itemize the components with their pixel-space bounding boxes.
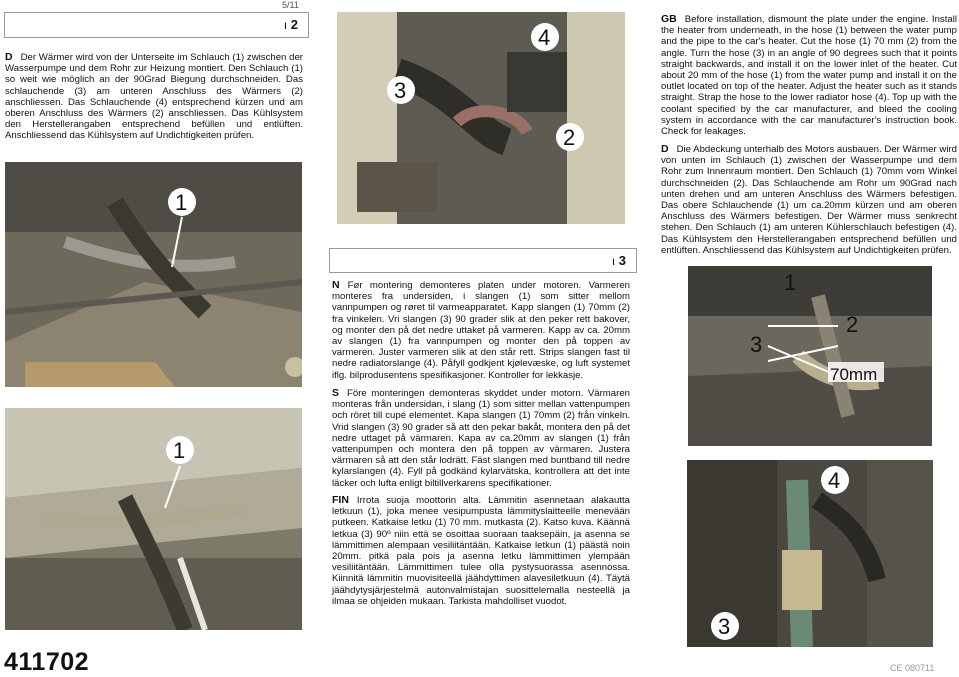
photo-d: [688, 266, 932, 446]
photo-a: [5, 162, 302, 387]
step-3-box: [329, 248, 637, 273]
photo-c: [337, 12, 625, 224]
step-3-number: ι 3: [612, 253, 626, 268]
text-gb: GB Before installation, dismount the plate under the engine. Install the heater from underneath, in the hose (1) between the water pump and the pipe to the car's heater. Cut the hose (1) 70 mm (2) from the angle. Turn the hose (3) in an angle of 90 degrees such that it points straight backwards, and install it on the lower inlet of the heater. Cut about 20 mm of the hose (1) from the water pump and install it on the outlet located on top of the heater. Adjust the heater such as it stands straight. Strap the hose to the lower radiator hose (4). Top up with the coolant specified by the car manufacturer, and bleed the cooling system in accordance with the car manufacturer's instruction book. Check for leakages.: [661, 13, 957, 138]
photo-a-illustration: [5, 162, 302, 387]
photo-b: [5, 408, 302, 630]
revision-code: CE 080711: [890, 663, 935, 673]
step-2-number: ι 2: [284, 17, 298, 32]
photo-e-label-3: 3: [718, 614, 731, 639]
photo-e-label-4: 4: [828, 468, 841, 493]
page-indicator: 5/11: [282, 0, 299, 10]
text-fin: FIN Irrota suoja moottorin alta. Lämmitin asennetaan alakautta letkuun (1), joka menee vesipumpusta lämmityslaitteelle menevään putkeen. Katkaise letku (1) 70 mm. mutkasta (2). Katso kuva. Käännä letkua (3) 90º niin että se osoittaa suoraan taaksepäin, ja asenna se lämmittimen alempaan vesiliitäntään. Katkaise letkun (1) päästä noin 20mm. pitkä pala pois ja asenna letku lämmittimen ylempään vesiliitäntään. Lämmittimen tulee olla pystysuorassa asennossa. Kiinnitä lämmitin muovisiteellä jäähdyttimen alavesiletkuun (4). Täytä jäähdytysjärjestelmä autonvalmistajan suosittelemalla nesteellä ja ilmaa se ohjeiden mukaan. Tarkista mahdolliset vuodot.: [332, 494, 630, 607]
text-n: N Før montering demonteres platen under motoren. Varmeren monteres fra undersiden, i slangen (1) som sitter mellom vannpumpen og røret til varmeapparatet. Kapp slangen (1) 70mm (2) fra vinkelen. Vri slangen (3) 90 grader slik at den peker rett bakover, og monter den på det nedre uttaket på varmeren. Kapp av ca. 20mm av slangen (1) fra vannpumpen og monter den på toppen av varmeren. Juster varmeren slik at den står rett. Strips slangen fast til nedre radiatorslange (4). Påfyll godkjent kjølevæske, og luft systemet iflg. bilprodusentens spesifikasjoner. Kontroller for lekkasje.: [332, 279, 630, 381]
document-number: 411702: [4, 648, 90, 676]
step-2-box: [4, 12, 309, 38]
photo-d-label-1: 1: [784, 270, 797, 295]
text-s: S Före monteringen demonteras skyddet under motorn. Värmaren monteras från undersidan, i slang (1) som sitter mellan vattenpumpen och röret till cupé elementet. Kapa slangen (1) 70mm (2) från vinkeln. Vrid slangen (3) 90 grader så att den pekar bakåt, montera den på det nedre uttaget på värmaren. Kapa av ca.20mm av slangen (1) från vattenpumpen och montera den på toppen av värmaren. Justera värmaren så att den står lodrätt. Fäst slangen med buntband till nedre kylarslangen (4). Fyll på godkänd kylarvätska, kontrollera att det inte läcker och lufta enligt biltillverkarens specifikationer.: [332, 387, 630, 489]
photo-b-illustration: [5, 408, 302, 630]
photo-c-label-2: 2: [563, 125, 576, 150]
text-de-left: D Der Wärmer wird von der Unterseite im Schlauch (1) zwischen der Wasserpumpe und dem Rohr zur Heizung montiert. Den Schlauch (1) so weit wie möglich an der 90Grad Biegung durchschneiden. Das schlauchende (3) am unteren Anschluss des Wärmers (2) anschliessen. Das Schlauchende (4) entsprechend kürzen und am oberen Anschluss des Wärmers (2) anschliessen. Das Kühlsystem den Herstellerangaben entsprechend befüllen und entlüften. Anschliessend das Kühlsystem auf Undichtigkeiten prüfen.: [5, 51, 303, 142]
photo-d-illustration: [688, 266, 932, 446]
photo-d-label-3: 3: [750, 332, 763, 357]
text-de-right: D Die Abdeckung unterhalb des Motors ausbauen. Der Wärmer wird von unten im Schlauch (1) zwischen der Wasserpumpe und dem Rohr zum Innenraum montiert. Den Schlauch (1) 70mm vom Winkel durchschneiden (2). Das Schlauchende am Rohr um 90Grad nach unten drehen und am unteren Anschluss des Wärmers befestigen. Das obere Schlauchende (1) um ca.20mm kürzen und am oberen Anschluss des Wärmers befestigen. Der Wärmer muss senkrecht stehen. Den Schlauch (1) am unteren Kühlerschlauch befestigen (4). Das Kühlsystem den Herstellerangaben entsprechend befüllen und entlüften. Anschliessend das Kühlsystem auf Undichtigkeiten prüfen.: [661, 143, 957, 256]
photo-d-label-2: 2: [846, 312, 859, 337]
photo-c-label-3: 3: [394, 78, 407, 103]
photo-e: [687, 460, 933, 647]
photo-c-label-4: 4: [538, 25, 551, 50]
photo-e-illustration: [687, 460, 933, 647]
photo-c-illustration: [337, 12, 625, 224]
photo-a-label-1: 1: [175, 190, 188, 215]
photo-d-label-70mm: 70mm: [830, 365, 878, 384]
photo-b-label-1: 1: [173, 438, 186, 463]
